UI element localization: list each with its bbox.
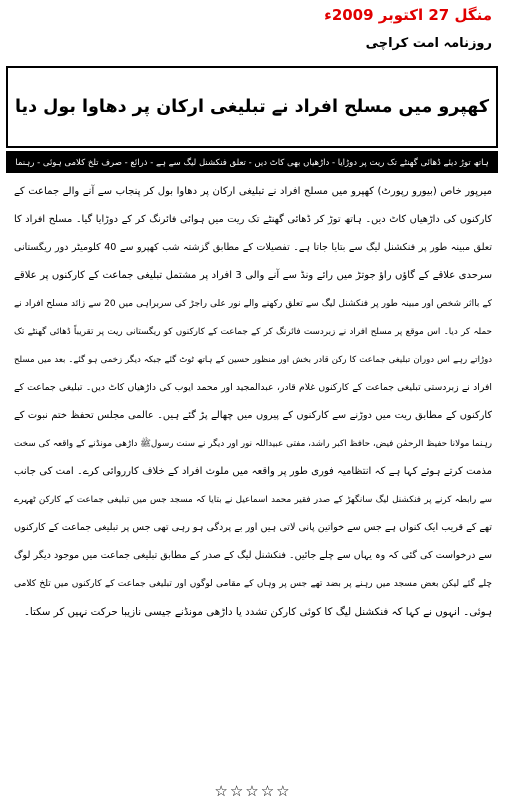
footer-stars: ☆☆☆☆☆ <box>214 782 292 800</box>
newspaper-source: روزنامہ امت کراچی <box>365 36 492 51</box>
body-line: کے بااثر شخص اور مبینہ طور پر فنکشنل لیگ سے تعلق رکھنے والے نور علی راجڑ کی سربراہی میں 20 سے زائد مسلح افراد نے <box>14 299 492 309</box>
body-line: سرحدی علاقے کے گاؤں راؤ جوتڑ میں رائے ونڈ سے آنے والی 3 افراد پر مشتمل تبلیغی جماعت کے کارکنوں پر علاقے <box>14 270 492 281</box>
body-line: سے درخواست کی گئی کہ وہ یہاں سے چلے جائیں۔ فنکشنل لیگ کے صدر کے مطابق تبلیغی جماعت میں موجود دیگر لوگ <box>14 550 492 561</box>
body-line: دوڑاتے رہے اس دوران تبلیغی جماعت کا رکن قادر بخش اور منظور حسین کے ہاتھ ٹوٹ گئے جبکہ دیگر زخمی ہو گئے۔ بعد میں مسلح <box>14 355 492 365</box>
body-line: ہوئی۔ انہوں نے کہا کہ فنکشنل لیگ کا کوئی کارکن تشدد یا داڑھی مونڈنے جیسی نازیبا حرکت نہیں کر سکتا۔ <box>23 606 492 618</box>
publication-date: منگل 27 اکتوبر 2009ء <box>324 6 492 24</box>
body-line: کارکنوں کے مطابق ریت میں دوڑنے سے کارکنوں کے پیروں میں چھالے پڑ گئے ہیں۔ عالمی مجلس تحفظ ختم نبوت کے <box>14 410 492 421</box>
body-line: کارکنوں کی داڑھیاں کاٹ دیں۔ ہاتھ توڑ کر ڈھائی گھنٹے تک ریت میں ہوائی فائرنگ کر کے دوڑایا گیا۔ مسلح افراد کا <box>14 214 492 225</box>
body-line: میرپور خاص (بیورو رپورٹ) کھپرو میں مسلح افراد نے تبلیغی ارکان پر دھاوا بول کر پنجاب سے آنے والے جماعت کے <box>14 186 492 197</box>
body-line: تعلق مبینہ طور پر فنکشنل لیگ سے بتایا جاتا ہے۔ تفصیلات کے مطابق گزشتہ شب کھپرو سے 40 کلومیٹر دور ریگستانی <box>14 242 492 253</box>
headline: کھپرو میں مسلح افراد نے تبلیغی ارکان پر دھاوا بول دیا <box>14 97 490 117</box>
subheadline-bar <box>6 151 498 173</box>
body-line: تھے کے قریب ایک کنواں ہے جس سے خواتین پانی لاتی ہیں اور بے پردگی ہو رہی تھی جس پر تبلیغی جماعت کے کارکنوں <box>14 522 492 533</box>
headline-box <box>6 66 498 148</box>
body-line: چلے گئے لیکن بعض مسجد میں رہنے پر بضد تھے جس پر وہاں کے مقامی لوگوں اور تبلیغی جماعت کے کارکنوں میں تلخ کلامی <box>14 579 492 589</box>
body-line: افراد نے زبردستی تبلیغی جماعت کے کارکنوں غلام قادر، عبدالمجید اور محمد ایوب کی داڑھیاں کاٹ دیں۔ تبلیغی جماعت کے <box>14 382 492 393</box>
subheadline: ہاتھ توڑ دیئے ڈھائی گھنٹے تک ریت پر دوڑایا - داڑھیاں بھی کاٹ دیں - تعلق فنکشنل لیگ سے ہے - ذرائع - صرف تلخ کلامی ہوئی - رہنما <box>15 157 489 168</box>
article-body <box>14 178 492 626</box>
body-line: سے رابطہ کرنے پر فنکشنل لیگ سانگھڑ کے صدر فقیر محمد اسماعیل نے بتایا کہ مسجد جس میں تبلیغی جماعت کے کارکن ٹھہرے <box>14 495 492 505</box>
body-line: مذمت کرتے ہوئے کہا ہے کہ انتظامیہ فوری طور پر واقعہ میں ملوث افراد کے خلاف کارروائی کرے۔ امت کی جانب <box>14 466 492 477</box>
body-line: حملہ کر دیا۔ اس موقع پر مسلح افراد نے زبردست فائرنگ کر کے جماعت کے کارکنوں کو ریگستانی ریت پر تقریباً ڈھائی گھنٹے تک <box>14 327 492 337</box>
body-line: رہنما مولانا حفیظ الرحمٰن فیض، حافظ اکبر راشد، مفتی عبیداللہ نور اور دیگر نے سنت رسولﷺ داڑھی مونڈنے کے واقعہ کی سخت <box>14 439 492 449</box>
